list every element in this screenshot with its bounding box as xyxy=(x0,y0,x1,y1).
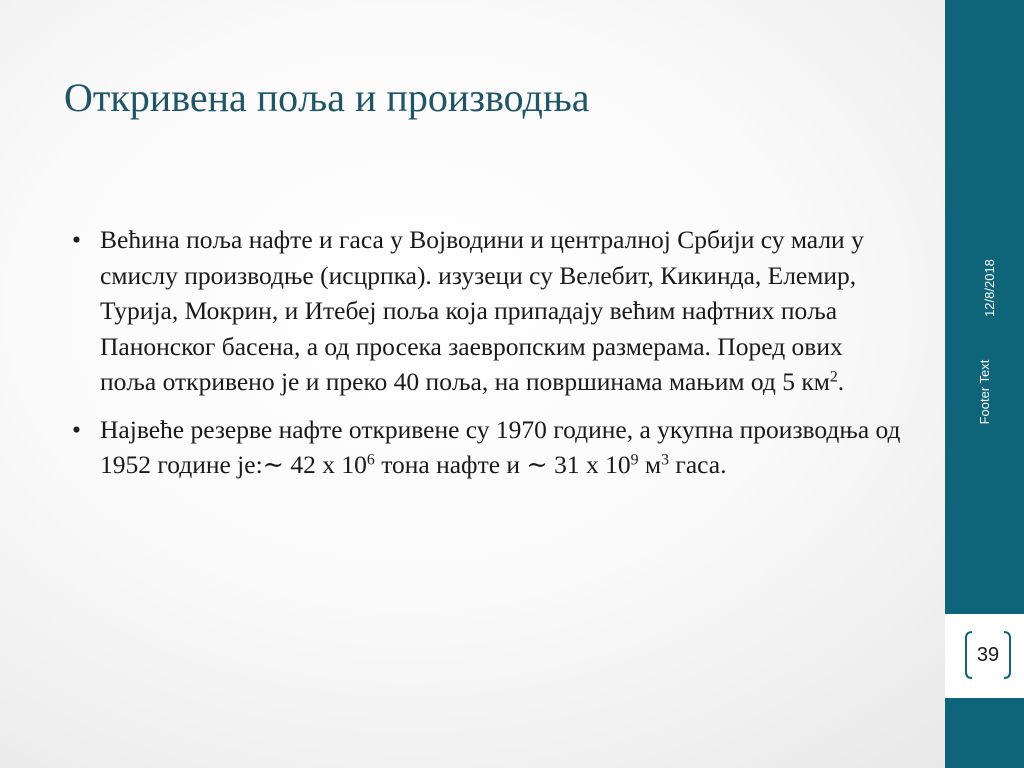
bullet-text-1 xyxy=(100,225,864,396)
slide-date: 12/8/2018 xyxy=(982,259,997,317)
bullet-1-end: . xyxy=(837,367,845,396)
bullet-2-text-3: м xyxy=(638,450,662,479)
bullet-marker: • xyxy=(72,414,81,444)
bullet-2-superscript-3: 3 xyxy=(661,451,669,469)
bullet-2-superscript-1: 6 xyxy=(366,451,375,469)
page-number-frame xyxy=(965,631,1011,679)
bullet-2-superscript-2: 9 xyxy=(630,451,639,469)
bullet-1-superscript: 2 xyxy=(829,368,838,386)
slide-footer: Footer Text xyxy=(977,359,992,425)
page-number: 39 xyxy=(976,644,1000,666)
page-number-box xyxy=(945,614,1024,698)
bullet-marker: • xyxy=(72,225,81,254)
bullet-list xyxy=(72,222,902,495)
bullet-2-text-4: гаса. xyxy=(669,450,727,479)
bullet-item-2 xyxy=(72,412,902,483)
bullet-2-text-1: Највеће резерве нафте откривене су 1970 године, а укупна производња од 1952 године је:∼ 42 x 10 xyxy=(100,414,901,479)
slide-title: Откривена поља и производња xyxy=(64,75,590,120)
bullet-item-1 xyxy=(72,222,902,400)
bullet-1-text: Већина поља нафте и гаса у Војводини и централној Србији су мали у смислу производње (исцрпка). изузеци су Велебит, Кикинда, Елемир, Турија, Мокрин, и Итебеј поља која припадају већим нафтних поља Панонског басена, а од просека заевропским размерама. Поред ових поља откривено је и преко 40 поља, на површинама мањим од 5 км xyxy=(100,225,864,396)
bullet-2-text-2: тона нафте и ∼ 31 x 10 xyxy=(374,450,631,479)
bullet-text-2 xyxy=(100,415,901,480)
